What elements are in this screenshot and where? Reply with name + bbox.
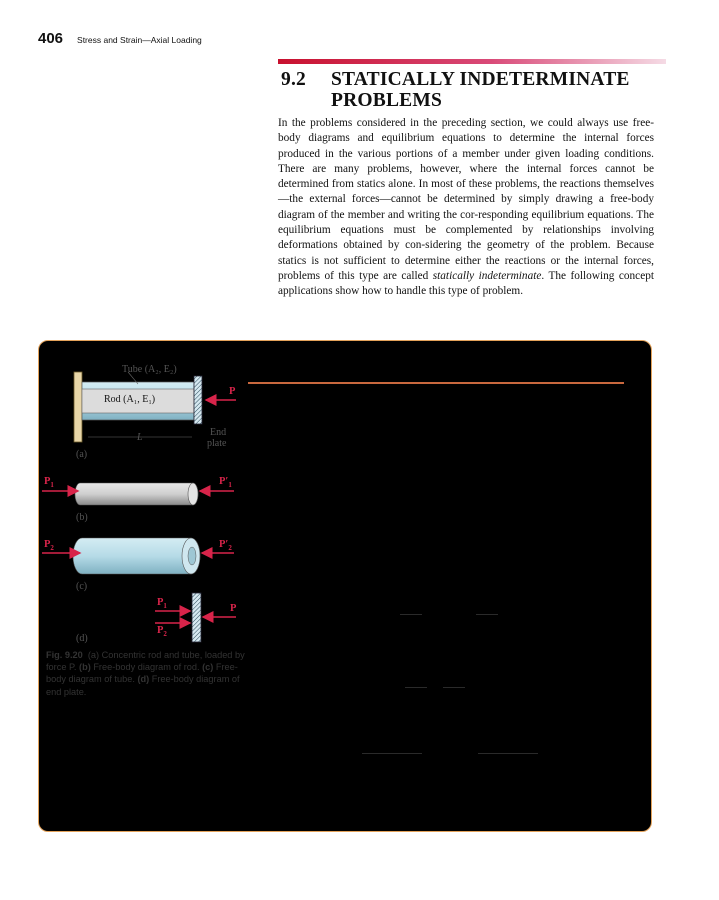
end-plate-fbd [192, 593, 201, 642]
label-d: (d) [76, 633, 88, 644]
force-label-P1-prime: $P'_1$ [219, 476, 232, 490]
body-text-part2: . The following concept applications show how to handle this type of problem. [278, 269, 654, 298]
section-number: 9.2 [281, 69, 306, 90]
label-a: (a) [76, 449, 88, 460]
label-L: L [137, 432, 143, 443]
force-label-P2: $P_2$ [44, 539, 54, 553]
label-c: (c) [76, 581, 88, 592]
figure-caption: Fig. 9.20 (a) Concentric rod and tube, loaded by force P. (b) Free-body diagram of rod. (c) Free-body diagram of tube. (d) Free-body diagram of end plate. [46, 650, 245, 697]
running-head: Stress and Strain—Axial Loading [77, 35, 202, 45]
force-label-P1: $P_1$ [44, 476, 54, 490]
force-label-d-P2: $P_2$ [157, 625, 167, 639]
label-end: End [210, 427, 227, 438]
force-label-d-P1: $P_1$ [157, 597, 167, 611]
caption-fig-label: Fig. 9.20 [46, 650, 83, 660]
body-emphasis: statically indeterminate [432, 269, 542, 282]
force-label-P2-prime: $P'_2$ [219, 539, 232, 553]
end-plate [194, 376, 202, 424]
label-b: (b) [76, 512, 88, 523]
page-number: 406 [38, 30, 64, 47]
force-label-d-P: P [230, 603, 237, 614]
label-rod: Rod (A₁, E₁) [104, 394, 156, 405]
fig-c-tube [42, 538, 234, 574]
section-title-line1: STATICALLY INDETERMINATE [331, 69, 630, 90]
section-title-line2: PROBLEMS [331, 90, 443, 111]
rod-cylinder [75, 483, 198, 505]
force-label-P: P [229, 386, 236, 397]
rod-end-face [188, 483, 198, 505]
tube-bore [188, 547, 196, 565]
fig-b-rod [42, 483, 234, 505]
label-tube: Tube (A₂, E₂) [122, 364, 177, 375]
wall-support [74, 372, 82, 442]
fig-d-endplate [155, 593, 236, 642]
tube-cylinder [73, 538, 200, 574]
label-plate: plate [207, 438, 227, 449]
body-text-part1: In the problems considered in the preceding section, we could always use free-body diagrams and equilibrium equations to determine the internal forces produced in the various portions of a member under given loading conditions. There are many problems, however, where the internal forces cannot be determined from statics alone. In most of these problems, the reactions themselves—the external forces—cannot be determined by simply drawing a free-body diagram of the member and writing the cor-responding equilibrium equations. The equilibrium equations must be complemented by relationships involving deformations obtained by con-sidering the geometry of the problem. Because statics is not sufficient to determine either the reactions or the internal forces, problems of this type are called [278, 117, 654, 282]
